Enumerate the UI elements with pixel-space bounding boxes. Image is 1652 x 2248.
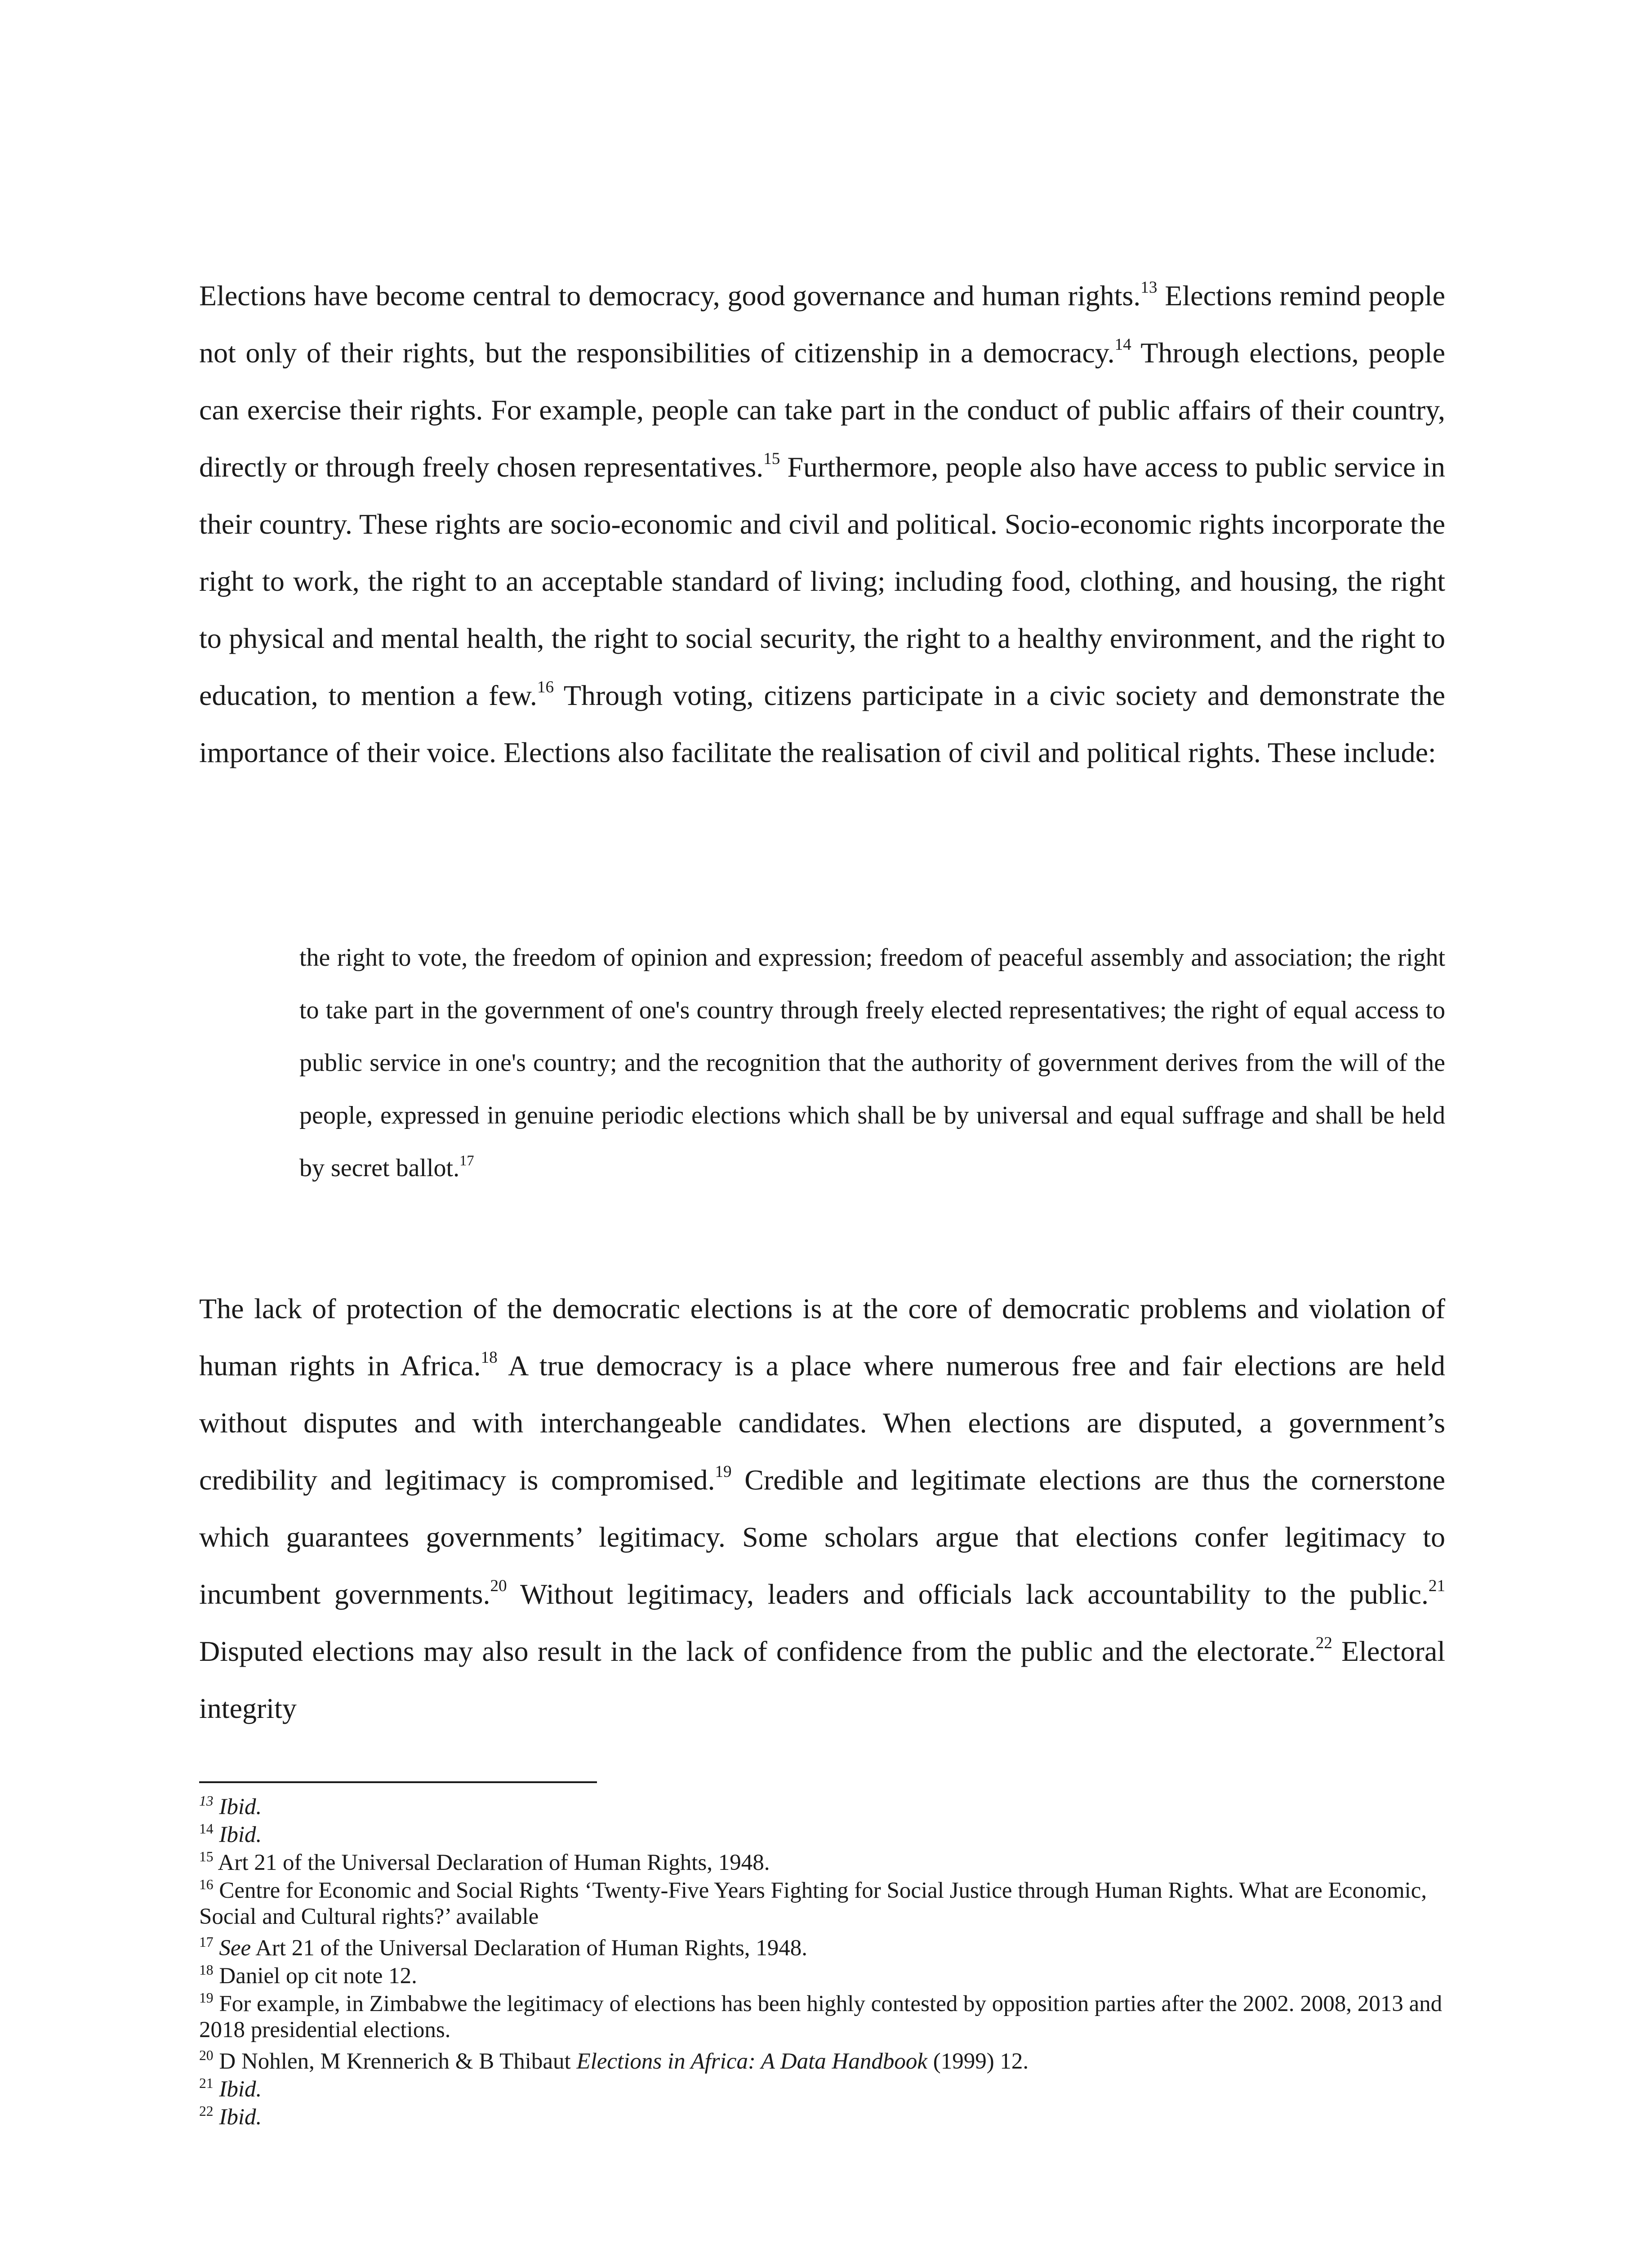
footnote (199, 1794, 1445, 1820)
text-run: D Nohlen, M Krennerich & B Thibaut (213, 2049, 577, 2074)
body-paragraph (199, 1280, 1445, 1737)
footnote-ref: 14 (199, 1821, 214, 1837)
text-run: Art 21 of the Universal Declaration of Human Rights, 1948. (251, 1936, 808, 1961)
footnote (199, 2048, 1445, 2074)
text-run: Without legitimacy, leaders and officials lack accountability to the public. (507, 1578, 1429, 1610)
text-run: The lack of protection of the democratic elections is at the core of democratic problems and violation of human rights in Africa. (199, 1293, 1445, 1382)
body-paragraph (199, 267, 1445, 781)
footnote-ref: 16 (537, 678, 554, 697)
text-run (214, 2077, 219, 2102)
footnote-ref: 15 (763, 450, 780, 468)
italic-text: Ibid. (213, 1794, 262, 1820)
footnote (199, 1935, 1445, 1961)
footnote-ref: 20 (490, 1577, 507, 1596)
italic-text: Ibid. (219, 1822, 262, 1847)
footnote-ref: 22 (199, 2103, 214, 2119)
footnote-ref: 22 (1315, 1634, 1332, 1653)
footnote-ref: 14 (1114, 335, 1131, 354)
text-run: Through elections, people can exercise their rights. For example, people can take part in the conduct of public affairs of their country, directly or through freely chosen representatives. (199, 337, 1446, 483)
footnote-ref: 19 (715, 1463, 732, 1481)
footnote-separator (199, 1781, 597, 1783)
footnote (199, 1850, 1445, 1876)
footnote (199, 2104, 1445, 2130)
text-run: Daniel op cit note 12. (213, 1963, 417, 1989)
text-run: For example, in Zimbabwe the legitimacy of elections has been highly contested by opposition parties after the 2002. 2008, 2013 and 2018 presidential elections. (199, 1991, 1443, 2043)
text-run: Disputed elections may also result in the lack of confidence from the public and the electorate. (199, 1635, 1316, 1667)
text-run (214, 1936, 219, 1961)
italic-text: Ibid. (219, 2105, 262, 2130)
footnote-ref: 13 (1140, 278, 1158, 297)
text-run: Furthermore, people also have access to public service in their country. These rights are socio-economic and civil and political. Socio-economic rights incorporate the right to work, the right to an acceptable standard of living; including food, clothing, and housing, the right to physical and mental health, the right to social security, the right to a healthy environment, and the right to education, to mention a few. (199, 451, 1446, 711)
text-run: Credible and legitimate elections are thus the cornerstone which guarantees governments’ legitimacy. Some scholars argue that elections confer legitimacy to incumbent governments. (199, 1464, 1445, 1610)
italic-text: Ibid. (219, 2077, 262, 2102)
footnote-ref: 17 (459, 1152, 474, 1169)
footnote-ref: 21 (199, 2075, 214, 2092)
footnote-ref: 21 (1428, 1577, 1446, 1596)
text-run (214, 1822, 219, 1847)
footnote-ref: 20 (199, 2047, 214, 2064)
text-run: Elections remind people not only of their rights, but the responsibilities of citizenship in a democracy. (199, 280, 1446, 369)
footnote-ref: 16 (199, 1877, 214, 1893)
footnote-ref: 15 (199, 1849, 214, 1865)
text-run: (1999) 12. (927, 2049, 1029, 2074)
footnote (199, 1963, 1445, 1989)
text-run: Through voting, citizens participate in a civic society and demonstrate the importance of their voice. Elections also facilitate the realisation of civil and political rights. These include: (199, 679, 1446, 768)
text-run: the right to vote, the freedom of opinion and expression; freedom of peaceful assembly and association; the right to take part in the government of one's country through freely elected representatives; the right of equal access to public service in one's country; and the recognition that the authority of government derives from the will of the people, expressed in genuine periodic elections which shall be by universal and equal suffrage and shall be held by secret ballot. (299, 944, 1445, 1182)
footnote-ref: 13 (199, 1793, 214, 1809)
italic-text: See (219, 1936, 251, 1961)
text-run (214, 2105, 219, 2130)
text-run: Elections have become central to democracy, good governance and human rights. (199, 280, 1141, 312)
italic-text: Elections in Africa: A Data Handbook (576, 2049, 927, 2074)
footnote-ref: 18 (481, 1348, 498, 1367)
text-run: Electoral integrity (199, 1635, 1446, 1724)
footnote (199, 1822, 1445, 1848)
footnote (199, 1878, 1445, 1930)
text-run: Centre for Economic and Social Rights ‘Twenty-Five Years Fighting for Social Justice through Human Rights. What are Economic, Social and Cultural rights?’ available (199, 1878, 1427, 1929)
footnotes-list (199, 1794, 1445, 2132)
text-run: Art 21 of the Universal Declaration of Human Rights, 1948. (213, 1850, 770, 1875)
footnote-ref: 19 (199, 1990, 214, 2006)
text-run: A true democracy is a place where numerous free and fair elections are held without disputes and with interchangeable candidates. When elections are disputed, a government’s credibility and legitimacy is compromised. (199, 1350, 1446, 1496)
footnote (199, 2076, 1445, 2102)
block-quote (299, 932, 1445, 1195)
footnote-ref: 18 (199, 1962, 214, 1978)
footnote-ref: 17 (199, 1934, 214, 1950)
footnote (199, 1991, 1445, 2043)
